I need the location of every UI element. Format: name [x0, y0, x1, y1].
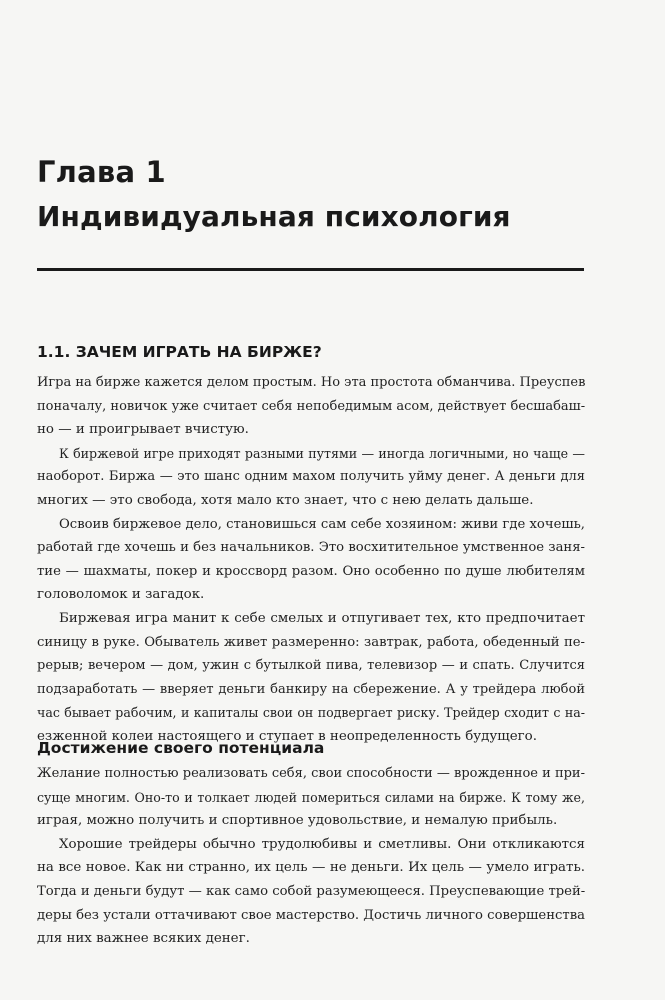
text-line: рерыв; вечером — дом, ужин с бутылкой пива, телевизор — и спать. Случится	[37, 658, 585, 674]
text-line: тие — шахматы, покер и кроссворд разом. Оно особенно по душе любителям	[37, 563, 585, 579]
chapter-title: Индивидуальная психология	[37, 200, 511, 233]
text-line: многих — это свобода, хотя мало кто знает, что с нею делать дальше.	[37, 492, 534, 508]
text-line: Биржевая игра манит к себе смелых и отпугивает тех, кто предпочитает	[59, 610, 585, 626]
section-heading: 1.1. ЗАЧЕМ ИГРАТЬ НА БИРЖЕ?	[37, 343, 322, 361]
text-line: на все новое. Как ни странно, их цель — не деньги. Их цель — умело играть.	[37, 860, 585, 876]
text-line: деры без устали оттачивают свое мастерство. Достичь личного совершенства	[37, 907, 585, 923]
text-line: езженной колеи настоящего и ступает в неопределенность будущего.	[37, 728, 537, 744]
subsection-heading: Достижение своего потенциала	[37, 739, 325, 757]
text-line: головоломок и загадок.	[37, 587, 205, 603]
text-line: но — и проигрывает вчистую.	[37, 422, 249, 438]
text-line: синицу в руке. Обыватель живет размеренно: завтрак, работа, обеденный пе-	[37, 634, 585, 650]
section-body	[37, 371, 585, 749]
text-line: Игра на бирже кажется делом простым. Но эта простота обманчива. Преуспев	[37, 375, 586, 390]
text-line: Хорошие трейдеры обычно трудолюбивы и сметливы. Они откликаются	[59, 836, 585, 852]
text-line: для них важнее всяких денег.	[37, 931, 250, 947]
text-line: поначалу, новичок уже считает себя непобедимым асом, действует бесшабаш-	[37, 398, 586, 414]
text-line: Желание полностью реализовать себя, свои способности — врожденное и при-	[37, 766, 585, 781]
text-line: К биржевой игре приходят разными путями — иногда логичными, но чаще —	[59, 445, 585, 461]
chapter-number: Глава 1	[37, 155, 166, 189]
chapter-divider	[37, 268, 584, 271]
text-line: подзаработать — вверяет деньги банкиру на сбережение. А у трейдера любой	[37, 681, 585, 697]
text-line: час бывает рабочим, и капиталы свои он подвергает риску. Трейдер сходит с на-	[37, 705, 585, 721]
text-line: Тогда и деньги будут — как само собой разумеющееся. Преуспевающие трей-	[37, 883, 586, 899]
text-line: работай где хочешь и без начальников. Это восхитительное умственное заня-	[37, 540, 585, 556]
subsection-body	[37, 762, 585, 951]
text-line: играя, можно получить и спортивное удовольствие, и немалую прибыль.	[37, 813, 558, 829]
text-line: суще многим. Оно-то и толкает людей помериться силами на бирже. К тому же,	[37, 789, 585, 805]
text-line: Освоив биржевое дело, становишься сам себе хозяином: живи где хочешь,	[59, 516, 585, 532]
text-line: наоборот. Биржа — это шанс одним махом получить уйму денег. А деньги для	[37, 469, 585, 485]
